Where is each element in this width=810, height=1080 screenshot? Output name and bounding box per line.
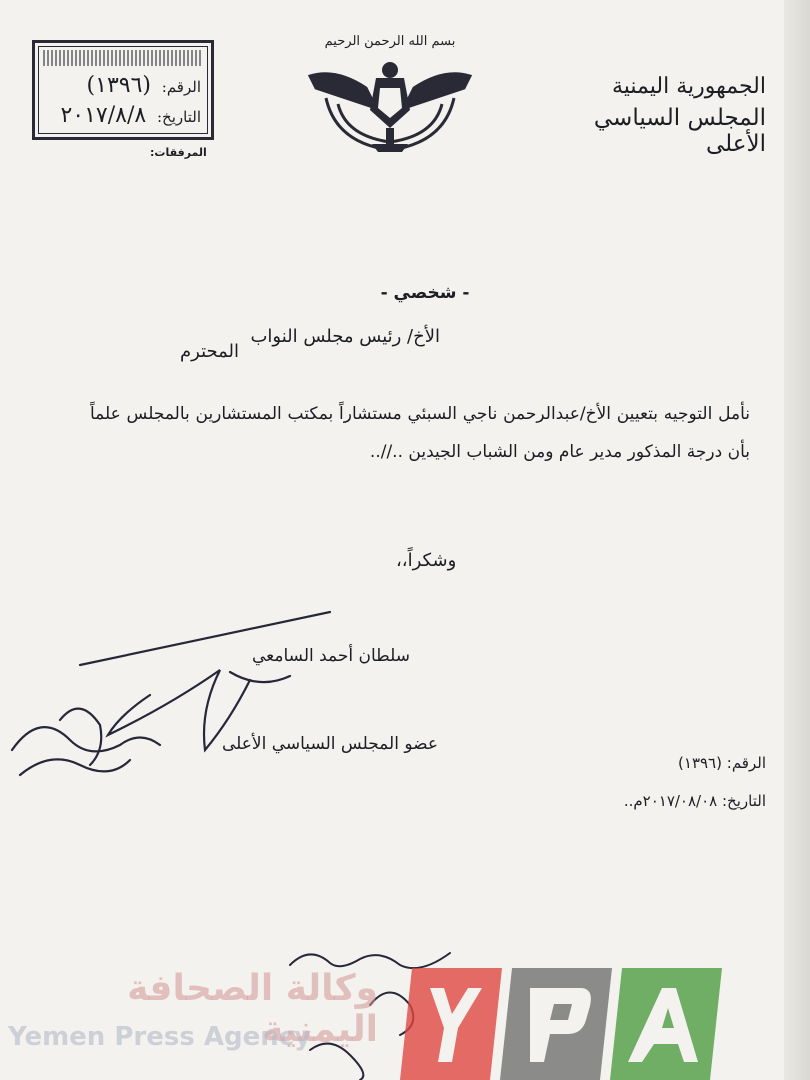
stamp-number-value: (١٣٩٦) <box>86 73 151 98</box>
letter-body: نأمل التوجيه بتعيين الأخ/عبدالرحمن ناجي السبئي مستشاراً بمكتب المستشارين بالمجلس علماً بأن درجة المذكور مدير عام ومن الشباب الجيدين ..//.. <box>90 404 750 462</box>
reference-stamp <box>32 40 214 140</box>
attachments-label: المرفقات: <box>150 146 207 159</box>
stamp-date-value: ٢٠١٧/٨/٨ <box>60 103 147 128</box>
stamp-number-label: الرقم: <box>161 78 201 96</box>
handwritten-signature <box>0 600 470 790</box>
organization-name <box>566 74 766 157</box>
org-line2: المجلس السياسي الأعلى <box>593 105 766 157</box>
basmala: بسم الله الرحمن الرحيم <box>324 34 456 49</box>
eagle-emblem-icon <box>306 48 474 158</box>
signatory-title: عضو المجلس السياسي الأعلى <box>221 734 438 754</box>
footer-number-label: الرقم: <box>726 754 766 772</box>
stamp-date-row <box>45 103 201 128</box>
footer-date-value: ٢٠١٧/٠٨/٠٨م.. <box>623 792 718 810</box>
stamp-date-label: التاريخ: <box>157 108 201 126</box>
recipient-line: الأخ/ رئيس مجلس النواب <box>250 326 440 347</box>
page-edge <box>784 0 810 1080</box>
org-line1: الجمهورية اليمنية <box>611 74 766 99</box>
stamp-band <box>43 50 203 66</box>
thanks-line: وشكراً،، <box>396 550 457 571</box>
classification-label: - شخصي - <box>380 283 470 303</box>
signatory-name: سلطان أحمد السامعي <box>252 646 410 666</box>
footer-date-row <box>624 792 766 810</box>
watermark-arabic: وكالة الصحافة اليمنية <box>127 968 378 1050</box>
stamp-number-row <box>45 73 201 98</box>
footer-number-row <box>678 754 766 772</box>
honorific: المحترم <box>180 341 240 362</box>
footer-date-label: التاريخ: <box>722 792 766 810</box>
footer-number-value: (١٣٩٦) <box>678 754 722 772</box>
ypa-logo <box>372 966 727 1080</box>
watermark-english: Yemen Press Agency <box>8 1022 312 1052</box>
